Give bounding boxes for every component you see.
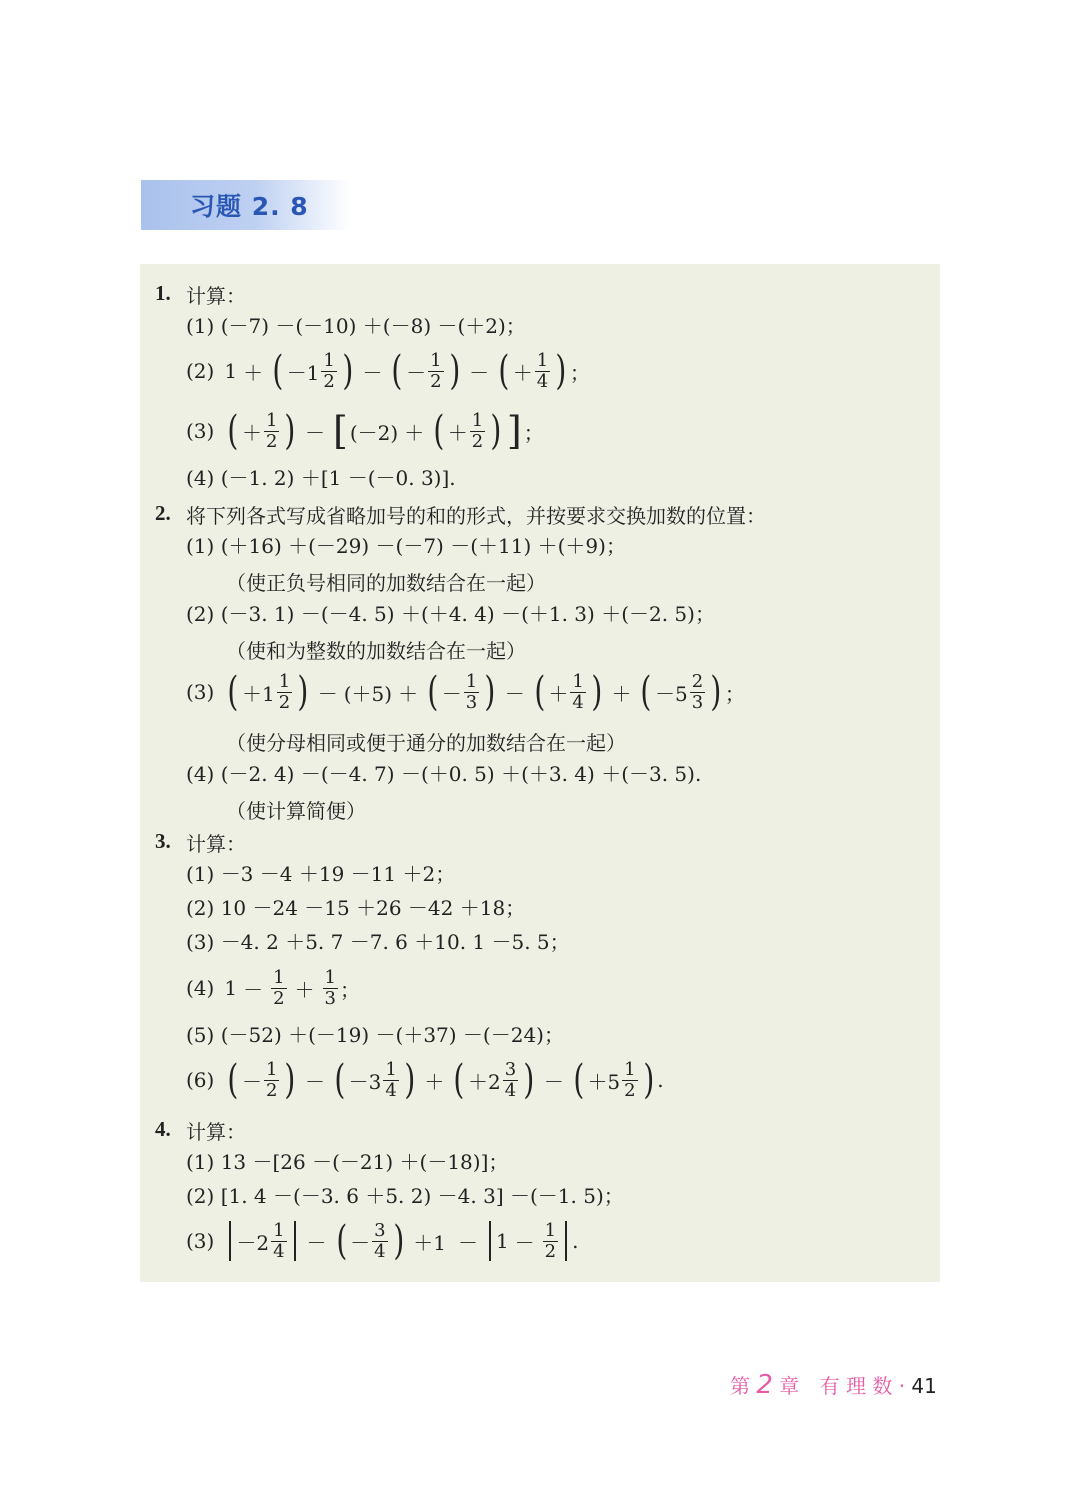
q4-part2: (2) [1. 4 －(－3. 6 ＋5. 2) －4. 3] －(－1. 5)； xyxy=(186,1184,624,1208)
q1-part3: (3) ( ＋ $\frac{1}{2}$ ) － [ (－2) ＋ ( ＋ $\frac{1}{2}$ ) ] ； xyxy=(186,408,544,454)
q3-part1: (1) －3 －4 ＋19 －11 ＋2； xyxy=(186,862,456,886)
page-number: 41 xyxy=(911,1374,937,1398)
q2-number: 2. xyxy=(155,501,171,525)
q2-part1: (1) (＋16) ＋(－29) －(－7) －(＋11) ＋(＋9)； xyxy=(186,534,626,558)
q2-part2: (2) (－3. 1) －(－4. 5) ＋(＋4. 4) －(＋1. 3) ＋(－2. 5)； xyxy=(186,602,715,626)
chapter-number: 2 xyxy=(756,1370,773,1400)
q1-part4: (4) (－1. 2) ＋[1 －(－0. 3)]. xyxy=(186,466,456,490)
q3-part6-label: (6) xyxy=(186,1068,215,1092)
q3-part6: (6) ( － $\frac{1}{2}$ ) － ( －3 $\frac{1}{4}$ ) ＋ ( ＋2 $\frac{3}{4}$ ) － ( ＋5 $\frac{1}{2}$ ) . xyxy=(186,1057,664,1103)
q3-part4-label: (4) xyxy=(186,976,215,1000)
q2-note2: （使和为整数的加数结合在一起） xyxy=(226,639,526,663)
q1-part3-label: (3) xyxy=(186,419,215,443)
q2-part3-label: (3) xyxy=(186,680,215,704)
q1-part2: (2) 1 ＋ ( －1 $\frac{1}{2}$ ) － ( － $\frac{1}{2}$ ) － ( ＋ $\frac{1}{4}$ ) ； xyxy=(186,348,590,394)
q2-title: 将下列各式写成省略加号的和的形式，并按要求交换加数的位置： xyxy=(186,504,766,528)
q3-part4: (4) 1 － $\frac{1}{2}$ ＋ $\frac{1}{3}$ ； xyxy=(186,966,360,1009)
q3-part3: (3) －4. 2 ＋5. 7 －7. 6 ＋10. 1 －5. 5； xyxy=(186,930,570,954)
q3-number: 3. xyxy=(155,829,171,853)
q4-title: 计算： xyxy=(186,1120,246,1144)
chapter-prefix: 第 xyxy=(730,1374,750,1398)
q4-number: 4. xyxy=(155,1117,171,1141)
q3-part5: (5) (－52) ＋(－19) －(＋37) －(－24)； xyxy=(186,1023,564,1047)
footer-dot: · xyxy=(898,1374,906,1398)
q3-title: 计算： xyxy=(186,832,246,856)
q4-part1: (1) 13 －[26 －(－21) ＋(－18)]； xyxy=(186,1150,509,1174)
q2-note1: （使正负号相同的加数结合在一起） xyxy=(226,571,546,595)
q1-title: 计算： xyxy=(186,284,246,308)
q1-part2-label: (2) xyxy=(186,359,215,383)
q3-part2: (2) 10 －24 －15 ＋26 －42 ＋18； xyxy=(186,896,526,920)
q4-part3: (3) －2 $\frac{1}{4}$ － ( － $\frac{3}{4}$ ) ＋1 － 1 － $\frac{1}{2}$ . xyxy=(186,1218,579,1264)
q2-part3: (3) ( ＋1 $\frac{1}{2}$ ) － (＋5) ＋ ( － $\frac{1}{3}$ ) － ( ＋ $\frac{1}{4}$ ) ＋ ( －5 $\frac{2}{3}$ ) ； xyxy=(186,669,745,715)
page-footer xyxy=(730,1370,937,1400)
q4-part3-label: (3) xyxy=(186,1229,215,1253)
q1-number: 1. xyxy=(155,281,171,305)
chapter-title: 有 理 数 xyxy=(819,1374,893,1398)
exercise-heading: 习题 2. 8 xyxy=(190,192,309,221)
q2-part4: (4) (－2. 4) －(－4. 7) －(＋0. 5) ＋(＋3. 4) ＋(－3. 5). xyxy=(186,762,702,786)
q2-note3: （使分母相同或便于通分的加数结合在一起） xyxy=(226,731,626,755)
chapter-suffix: 章 xyxy=(779,1374,800,1398)
q1-part1: (1) (－7) －(－10) ＋(－8) －(＋2)； xyxy=(186,314,526,338)
q2-note4: （使计算简便） xyxy=(226,799,366,823)
